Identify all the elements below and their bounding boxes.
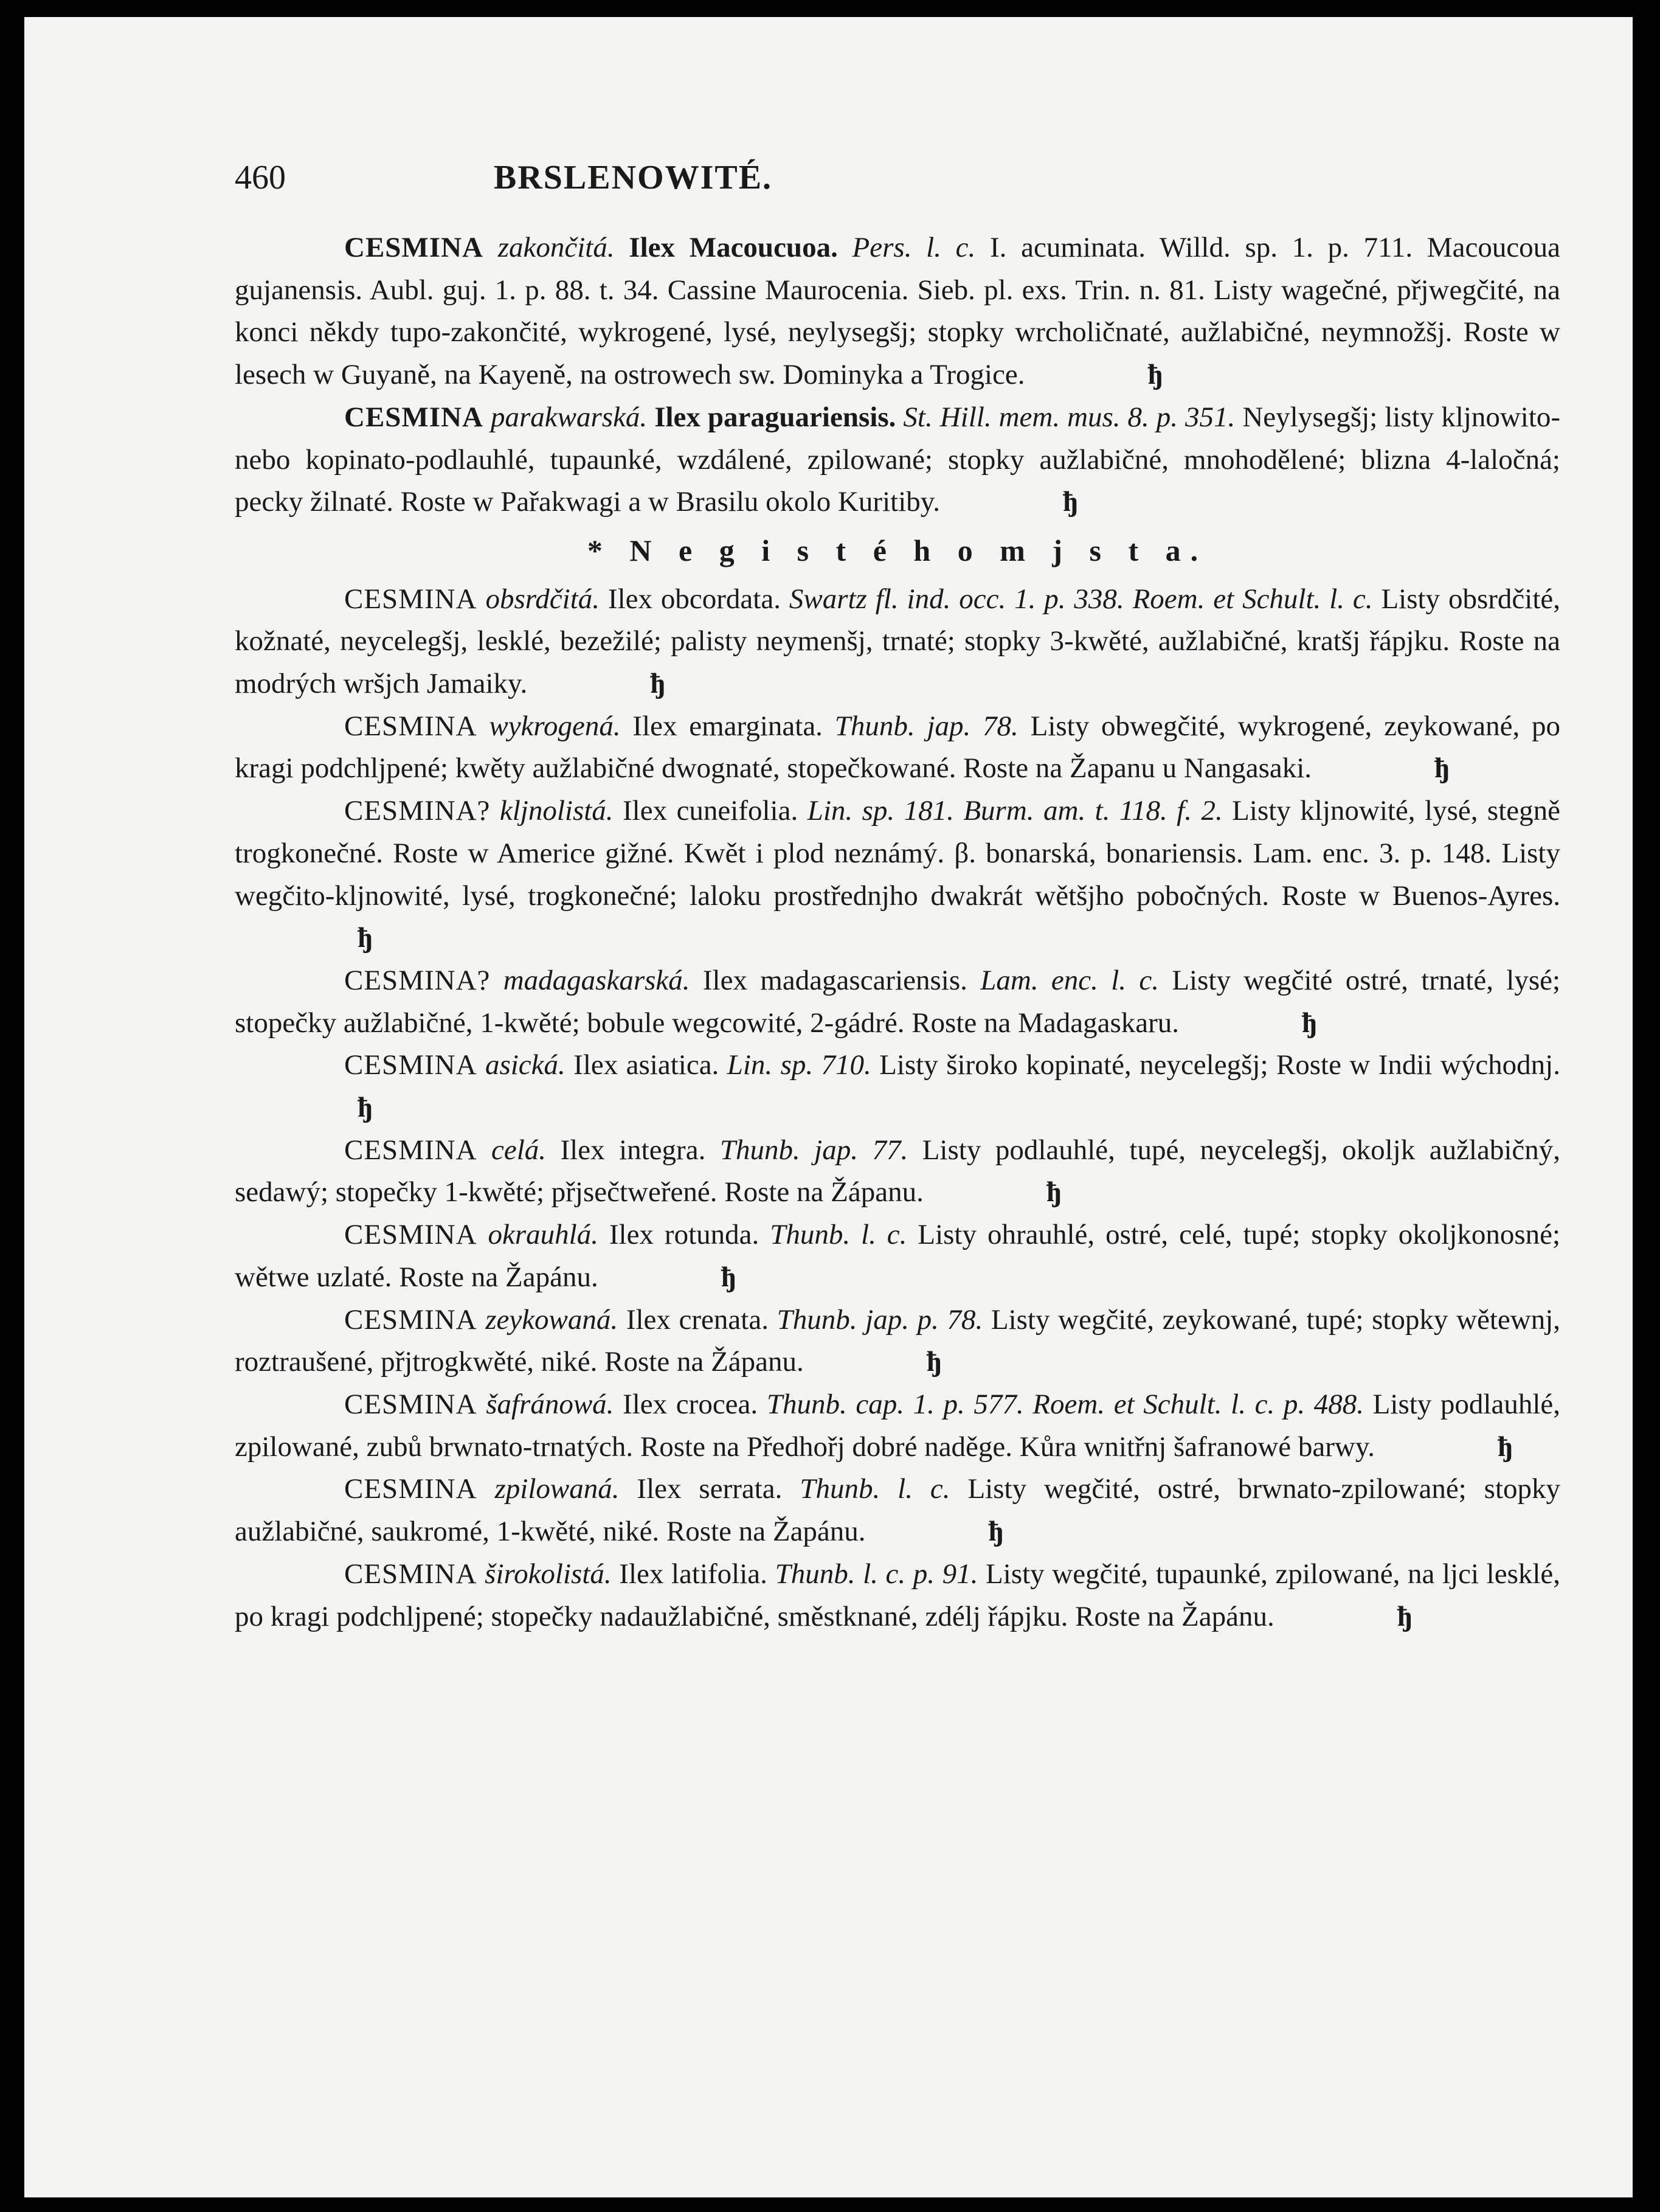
latin-name: Ilex paraguariensis. [654, 401, 896, 433]
citation: Lam. enc. l. c. [980, 964, 1159, 996]
genus-name: CESMINA [344, 1219, 477, 1251]
genus-name: CESMINA [344, 1388, 477, 1420]
species-epithet: celá. [491, 1134, 547, 1166]
shrub-symbol: ђ [721, 1261, 736, 1293]
latin-name: Ilex cuneifolia. [623, 795, 798, 827]
description: Listy podlauhlé, zpilowané, zubů brwnato-trnatých. Roste na Předhořj dobré naděge. Kůra wnitřnj šafranowé barwy. [235, 1388, 1561, 1463]
citation: St. Hill. mem. mus. 8. p. 351. [903, 401, 1236, 433]
shrub-symbol: ђ [1046, 1176, 1062, 1208]
species-epithet: zpilowaná. [494, 1473, 620, 1505]
genus-name: CESMINA [344, 583, 477, 615]
species-entry [235, 960, 1560, 1044]
shrub-symbol: ђ [650, 668, 666, 700]
page-number: 460 [235, 159, 286, 196]
entries-group-uncertain [235, 578, 1560, 1638]
entries-group-main [235, 227, 1560, 524]
genus-name: CESMINA? [344, 795, 491, 827]
species-epithet: asická. [485, 1049, 565, 1081]
genus-name: CESMINA [344, 710, 477, 742]
genus-name: CESMINA [344, 1473, 477, 1505]
latin-name: Ilex Macoucuoa. [629, 232, 838, 263]
shrub-symbol: ђ [1302, 1007, 1318, 1039]
species-epithet: šafránowá. [486, 1388, 614, 1420]
species-epithet: obsrdčitá. [485, 583, 600, 615]
species-epithet: wykrogená. [489, 710, 621, 742]
species-entry [235, 227, 1560, 397]
latin-name: Ilex crocea. [623, 1388, 758, 1420]
shrub-symbol: ђ [1498, 1430, 1513, 1463]
latin-name: Ilex crenata. [626, 1303, 769, 1336]
description: Listy obsrdčité, kožnaté, neycelegšj, lesklé, bezežilé; palisty neymenšj, trnaté; stopky 3-kwěté, aužlabičné, kratšj řápjku. Roste na modrých wršjch Jamaiky. [235, 583, 1560, 700]
page-header [235, 158, 1031, 207]
latin-name: Ilex emarginata. [632, 710, 823, 742]
species-entry [235, 1129, 1560, 1214]
description: Neylysegšj; listy kljnowito- nebo kopinato-podlauhlé, tupaunké, wzdálené, zpilowané; stopky aužlabičné, mnohodělené; blizna 4-laločná; pecky žilnaté. Roste w Pařakwagi a w Brasilu okolo Kuritiby. [235, 401, 1561, 518]
species-entry [235, 1553, 1560, 1638]
citation: Thunb. l. c. [770, 1219, 907, 1251]
page-body [235, 227, 1560, 1638]
shrub-symbol: ђ [1062, 486, 1079, 518]
citation: Thunb. jap. 77. [719, 1134, 908, 1166]
description: Listy široko kopinaté, neycelegšj; Roste w Indii wýchodnj. [879, 1049, 1560, 1081]
citation: Lin. sp. 181. Burm. am. t. 118. f. 2. [807, 795, 1223, 827]
latin-name: Ilex integra. [560, 1134, 706, 1166]
genus-name: CESMINA [344, 1134, 477, 1166]
section-heading: * N e g i s t é h o m j s t a. [587, 533, 1208, 567]
genus-name: CESMINA [344, 1558, 477, 1590]
species-entry [235, 397, 1560, 524]
species-entry [235, 790, 1560, 960]
latin-name: Ilex madagascariensis. [702, 964, 967, 996]
species-epithet: parakwarská. [490, 401, 648, 433]
latin-name: Ilex obcordata. [607, 583, 781, 615]
species-epithet: zakončitá. [497, 232, 615, 263]
citation: Thunb. l. c. [800, 1473, 950, 1505]
species-epithet: okrauhlá. [488, 1219, 598, 1251]
species-epithet: širokolistá. [485, 1558, 612, 1590]
shrub-symbol: ђ [926, 1346, 942, 1378]
description: Listy obwegčité, wykrogené, zeykowané, po kragi podchljpené; kwěty aužlabičné dwognaté, stopečkowané. Roste na Žapanu u Nangasaki. [235, 710, 1561, 785]
shrub-symbol: ђ [1434, 752, 1450, 785]
species-entry [235, 578, 1560, 706]
book-page [24, 17, 1633, 2197]
citation: Lin. sp. 710. [727, 1049, 871, 1081]
species-epithet: madagaskarská. [503, 964, 690, 996]
latin-name: Ilex latifolia. [619, 1558, 767, 1590]
citation: Thunb. jap. 78. [834, 710, 1018, 742]
shrub-symbol: ђ [1147, 359, 1163, 391]
species-entry [235, 1044, 1560, 1129]
genus-name: CESMINA [344, 401, 483, 433]
latin-name: Ilex rotunda. [609, 1219, 759, 1251]
species-entry [235, 1468, 1560, 1553]
description: Listy podlauhlé, tupé, neycelegšj, okoljk aužlabičný, sedawý; stopečky 1-kwěté; přjsečtweřené. Roste na Žápanu. [235, 1134, 1561, 1208]
citation: Swartz fl. ind. occ. 1. p. 338. Roem. et Schult. l. c. [789, 583, 1373, 615]
description: Listy wegčité, ostré, brwnato-zpilowané; stopky aužlabičné, saukromé, 1-kwěté, niké. Roste na Žapánu. [235, 1473, 1561, 1548]
genus-name: CESMINA [344, 232, 483, 263]
citation: Thunb. l. c. p. 91. [775, 1558, 978, 1590]
species-epithet: kljnolistá. [499, 795, 614, 827]
latin-name: Ilex asiatica. [573, 1049, 719, 1081]
shrub-symbol: ђ [988, 1516, 1004, 1548]
description: Listy ohrauhlé, ostré, celé, tupé; stopky okoljkonosné; wětwe uzlaté. Roste na Žapánu. [235, 1219, 1561, 1293]
genus-name: CESMINA [344, 1049, 477, 1081]
species-epithet: zeykowaná. [485, 1303, 618, 1336]
species-entry [235, 1384, 1560, 1468]
shrub-symbol: ђ [358, 1092, 373, 1124]
species-entry [235, 1299, 1560, 1384]
description: Listy wegčité, tupaunké, zpilowané, na ljci lesklé, po kragi podchljpené; stopečky nadaužlabičné, směstknané, zdélj řápjku. Roste na Žapánu. [235, 1558, 1561, 1632]
species-entry [235, 706, 1560, 790]
description: Listy kljnowité, lysé, stegně trogkonečné. Roste w Americe gižné. Kwět i plod neznámý. β. bonarská, bonariensis. Lam. enc. 3. p. 148. Listy wegčito-kljnowité, lysé, trogkonečné; laloku prostřednjho dwakrát wětšjho pobočných. Roste w Buenos-Ayres. [235, 795, 1561, 912]
species-entry [235, 1214, 1560, 1298]
citation: Pers. l. c. [852, 232, 976, 263]
shrub-symbol: ђ [1397, 1600, 1413, 1632]
shrub-symbol: ђ [358, 922, 373, 954]
genus-name: CESMINA? [344, 964, 491, 996]
running-title: BRSLENOWITÉ. [493, 159, 773, 196]
citation: Thunb. cap. 1. p. 577. Roem. et Schult. l. c. p. 488. [766, 1388, 1364, 1420]
citation: Thunb. jap. p. 78. [776, 1303, 983, 1336]
description: Listy wegčité, zeykowané, tupé; stopky wětewnj, roztraušené, přjtrogkwěté, niké. Roste na Žápanu. [235, 1303, 1561, 1378]
description: Listy wegčité ostré, trnaté, lysé; stopečky aužlabičné, 1-kwěté; bobule wegcowité, 2-gádré. Roste na Madagaskaru. [235, 964, 1561, 1039]
description: I. acuminata. Willd. sp. 1. p. 711. Macoucoua gujanensis. Aubl. guj. 1. p. 88. t. 34. Cassine Maurocenia. Sieb. pl. exs. Trin. n. 81. Listy wagečné, přjwegčité, na konci někdy tupo-zakončité, wykrogené, lysé, neylysegšj; stopky wrcholičnaté, aužlabičné, neymnožšj. Roste w lesech w Guyaně, na Kayeně, na ostrowech sw. Dominyka a Trogice. [235, 232, 1561, 391]
genus-name: CESMINA [344, 1303, 477, 1336]
latin-name: Ilex serrata. [637, 1473, 783, 1505]
